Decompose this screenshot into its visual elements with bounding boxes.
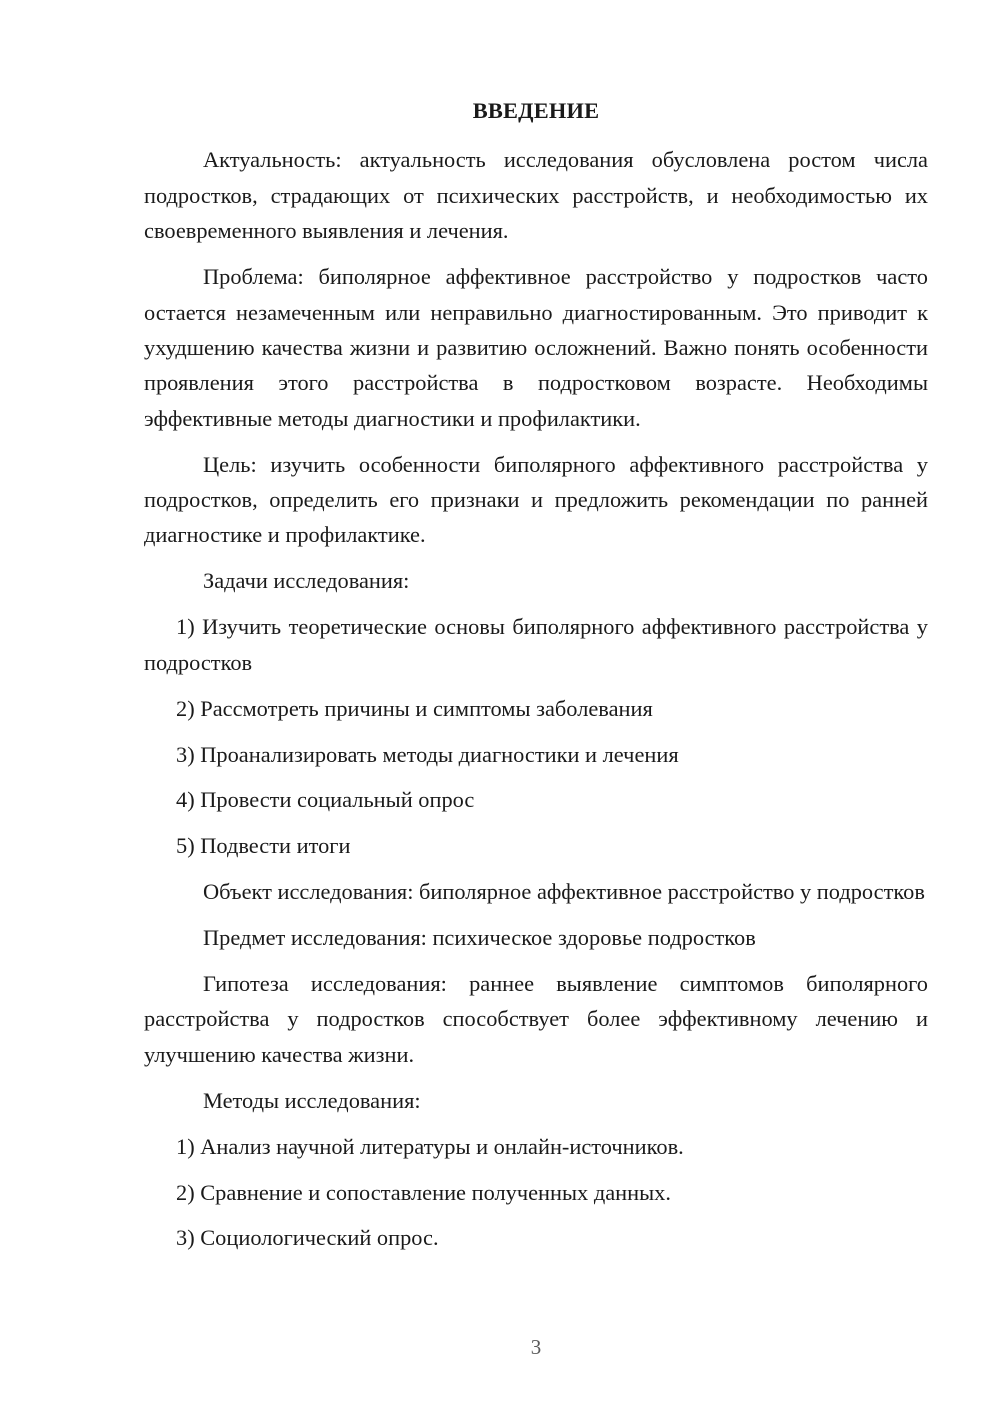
task-item: 2) Рассмотреть причины и симптомы заболевания [176,695,653,721]
goal-paragraph: Цель: изучить особенности биполярного аффективного расстройства у подростков, определить его признаки и предложить рекомендации по ранней диагностике и профилактике. [144,451,928,548]
relevance-paragraph: Актуальность: актуальность исследования обусловлена ростом числа подростков, страдающих от психических расстройств, и необходимостью их своевременного выявления и лечения. [144,147,928,244]
method-item: 1) Анализ научной литературы и онлайн-источников. [176,1133,684,1159]
hypothesis-paragraph: Гипотеза исследования: раннее выявление симптомов биполярного расстройства у подростков способствует более эффективному лечению и улучшению качества жизни. [144,971,928,1067]
document-body [144,93,928,1256]
tasks-intro: Задачи исследования: [203,568,410,594]
problem-paragraph: Проблема: биполярное аффективное расстройство у подростков часто остается незамеченным или неправильно диагностированным. Это приводит к ухудшению качества жизни и развитию осложнений. Важно понять особенности проявления этого расстройства в подростковом возрасте. Необходимы эффективные методы диагностики и профилактики. [144,264,928,431]
method-item: 3) Социологический опрос. [176,1225,439,1251]
object-paragraph: Объект исследования: биполярное аффективное расстройство у подростков [203,879,925,905]
section-heading: ВВЕДЕНИЕ [472,98,600,123]
task-item: 1) Изучить теоретические основы биполярного аффективного расстройства у подростков [144,614,928,675]
task-item: 4) Провести социальный опрос [176,787,475,813]
methods-intro: Методы исследования: [203,1087,421,1113]
task-item: 5) Подвести итоги [176,833,351,859]
method-item: 2) Сравнение и сопоставление полученных данных. [176,1179,671,1205]
page-number: 3 [530,1335,542,1359]
subject-paragraph: Предмет исследования: психическое здоровье подростков [203,925,756,951]
task-item: 3) Проанализировать методы диагностики и лечения [176,741,679,767]
